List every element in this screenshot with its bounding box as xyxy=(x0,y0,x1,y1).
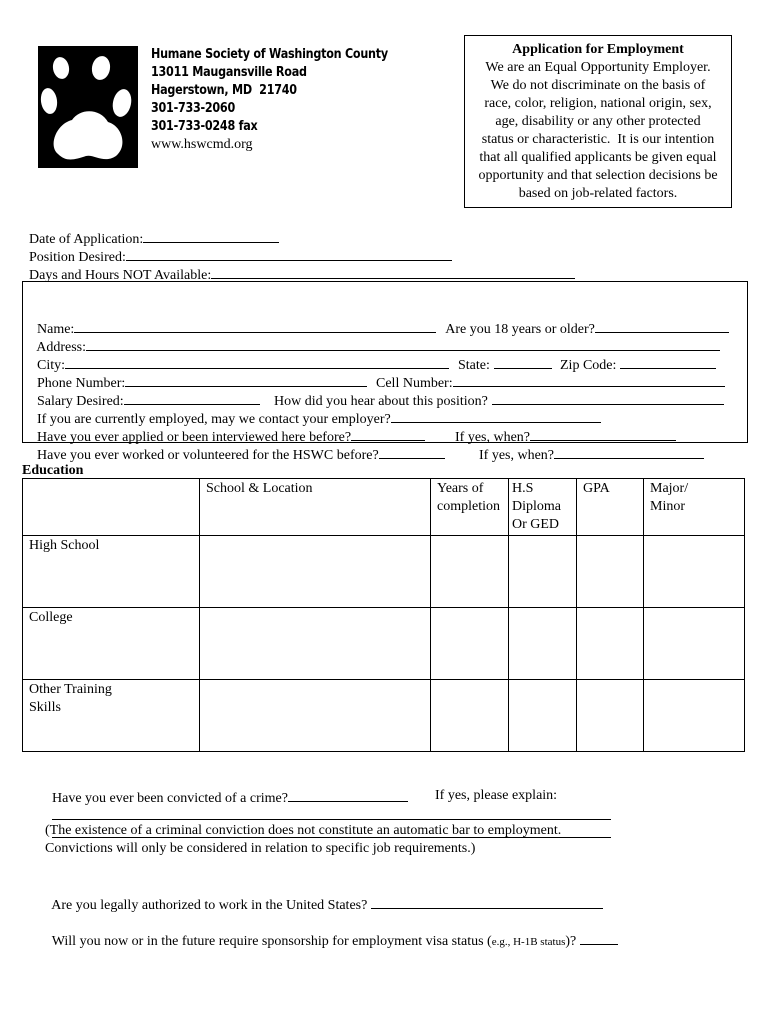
org-city: Hagerstown, MD 21740 xyxy=(151,83,297,98)
name-label: Name: xyxy=(37,322,75,337)
education-header-row xyxy=(23,479,745,536)
salary-label: Salary Desired: xyxy=(37,394,124,409)
conviction-explain-label: If yes, please explain: xyxy=(435,788,558,803)
worked-before-row xyxy=(30,426,445,465)
cell-gpa[interactable] xyxy=(577,536,644,608)
cell-school[interactable] xyxy=(200,680,431,752)
table-row xyxy=(23,680,745,752)
worked-when-row xyxy=(472,426,704,465)
work-authorization-line[interactable] xyxy=(371,894,603,909)
eeo-line: based on job-related factors. xyxy=(518,186,678,201)
education-table xyxy=(22,478,745,752)
applied-when-label: If yes, when? xyxy=(455,430,531,445)
cell-diploma[interactable] xyxy=(509,608,577,680)
row-label-text: High School xyxy=(29,538,100,553)
header-gpa xyxy=(577,479,644,536)
applied-before-label: Have you ever applied or been interviewed here before? xyxy=(37,430,352,445)
header-major-line: Major/ xyxy=(650,481,689,496)
eeo-line: that all qualified applicants be given equal xyxy=(479,150,717,165)
row-label-text: College xyxy=(29,610,73,625)
eeo-line: age, disability or any other protected xyxy=(495,114,701,129)
address-label: Address: xyxy=(36,340,87,355)
heard-label: How did you hear about this position? xyxy=(274,394,488,409)
application-title: Application for Employment xyxy=(512,42,684,57)
education-title: Education xyxy=(22,463,84,478)
city-label: City: xyxy=(37,358,66,373)
work-authorization-row xyxy=(45,876,603,915)
cell-school[interactable] xyxy=(200,608,431,680)
eeo-line: status or characteristic. It is our intention xyxy=(481,132,715,147)
header-hs-diploma xyxy=(509,479,577,536)
cell-diploma[interactable] xyxy=(509,680,577,752)
phone-label: Phone Number: xyxy=(37,376,126,391)
org-phone: 301-733-2060 xyxy=(151,101,235,116)
worked-when-line[interactable] xyxy=(554,444,704,459)
header-major-line: Minor xyxy=(650,499,685,514)
row-label-other-training xyxy=(23,680,200,752)
row-label-text: Skills xyxy=(29,700,61,715)
header-major xyxy=(644,479,745,536)
header-years xyxy=(431,479,509,536)
cell-gpa[interactable] xyxy=(577,608,644,680)
row-label-high-school xyxy=(23,536,200,608)
eeo-line: race, color, religion, national origin, sex, xyxy=(484,96,712,111)
worked-before-label: Have you ever worked or volunteered for the HSWC before? xyxy=(37,448,379,463)
eeo-line: We are an Equal Opportunity Employer. xyxy=(485,60,711,75)
header-hs-line: Or GED xyxy=(512,517,560,532)
row-label-text: Other Training xyxy=(29,682,112,697)
conviction-note-2: Convictions will only be considered in relation to specific job requirements.) xyxy=(45,841,476,856)
row-label-college xyxy=(23,608,200,680)
cell-years[interactable] xyxy=(431,680,509,752)
table-row xyxy=(23,608,745,680)
conviction-question: Have you ever been convicted of a crime? xyxy=(52,791,288,806)
header-school-location xyxy=(200,479,431,536)
cell-label: Cell Number: xyxy=(376,376,453,391)
table-row xyxy=(23,536,745,608)
header-years-line: completion xyxy=(437,499,500,514)
sponsorship-question-end: )? xyxy=(565,934,577,949)
position-desired-label: Position Desired: xyxy=(29,250,126,265)
cell-major[interactable] xyxy=(644,680,745,752)
eeo-line: We do not discriminate on the basis of xyxy=(490,78,706,93)
zip-label: Zip Code: xyxy=(560,358,617,373)
eeo-statement-box xyxy=(464,35,732,208)
days-hours-row xyxy=(22,246,575,285)
organization-info xyxy=(151,46,426,154)
state-label: State: xyxy=(458,358,490,373)
sponsorship-example: e.g., H-1B status xyxy=(491,936,566,948)
org-website: www.hswcmd.org xyxy=(151,137,253,152)
eeo-line: opportunity and that selection decisions be xyxy=(478,168,718,183)
sponsorship-line[interactable] xyxy=(580,930,618,945)
org-fax: 301-733-0248 fax xyxy=(151,119,258,134)
header-hs-line: Diploma xyxy=(512,499,561,514)
cell-school[interactable] xyxy=(200,536,431,608)
days-hours-line[interactable] xyxy=(211,264,575,279)
conviction-note-1: (The existence of a criminal conviction does not constitute an automatic bar to employment. xyxy=(45,823,562,838)
header-school-location-text: School & Location xyxy=(206,481,313,496)
sponsorship-row xyxy=(45,912,618,951)
cell-years[interactable] xyxy=(431,608,509,680)
header-gpa-text: GPA xyxy=(583,481,610,496)
cell-major[interactable] xyxy=(644,536,745,608)
date-of-application-label: Date of Application: xyxy=(29,232,144,247)
header-years-line: Years of xyxy=(437,481,484,496)
paw-print-logo xyxy=(38,46,138,168)
worked-before-line[interactable] xyxy=(379,444,445,459)
sponsorship-question: Will you now or in the future require sponsorship for employment visa status ( xyxy=(51,934,492,949)
contact-employer-label: If you are currently employed, may we contact your employer? xyxy=(37,412,391,427)
header-hs-line: H.S xyxy=(512,481,534,496)
cell-major[interactable] xyxy=(644,608,745,680)
org-name: Humane Society of Washington County xyxy=(151,47,388,62)
work-authorization-question: Are you legally authorized to work in the United States? xyxy=(51,898,368,913)
age-question: Are you 18 years or older? xyxy=(445,322,595,337)
org-street: 13011 Maugansville Road xyxy=(151,65,307,80)
worked-when-label: If yes, when? xyxy=(479,448,555,463)
cell-diploma[interactable] xyxy=(509,536,577,608)
cell-years[interactable] xyxy=(431,536,509,608)
header-blank xyxy=(23,479,200,536)
cell-gpa[interactable] xyxy=(577,680,644,752)
days-hours-label: Days and Hours NOT Available: xyxy=(29,268,212,283)
